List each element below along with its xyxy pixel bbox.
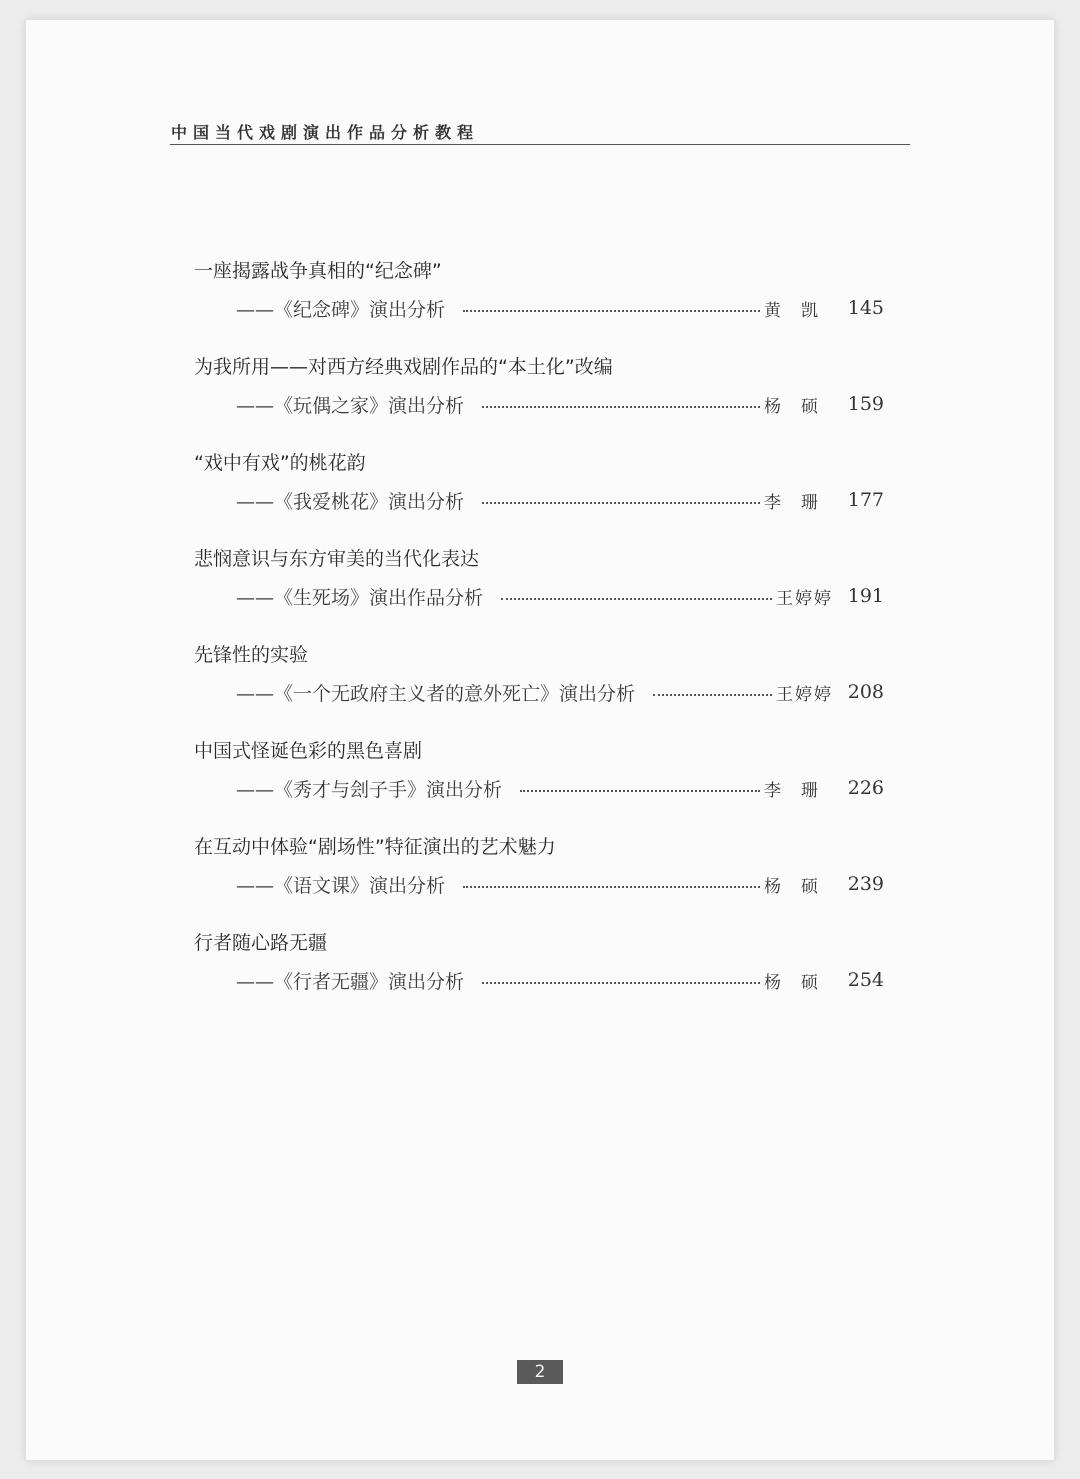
toc-entry-page: 208 (847, 681, 884, 703)
dot-leader (482, 406, 760, 408)
toc-entry-subtitle: ——《生死场》演出作品分析 (236, 586, 484, 609)
page-number-badge: 2 (517, 1360, 563, 1384)
toc-entry-subtitle: ——《一个无政府主义者的意外死亡》演出分析 (236, 682, 636, 705)
toc-entry-subtitle: ——《纪念碑》演出分析 (236, 298, 446, 321)
toc-entry-title: 悲悯意识与东方审美的当代化表达 (194, 548, 480, 570)
toc-entry-line (236, 391, 884, 417)
toc-entry-line (236, 583, 884, 609)
toc-entry (194, 352, 884, 448)
toc-entry (194, 640, 884, 736)
toc-entry-author: 李珊 (764, 492, 838, 513)
toc-entry-title: 为我所用——对西方经典戏剧作品的“本土化”改编 (194, 356, 613, 378)
toc-entry-title: 行者随心路无疆 (194, 932, 328, 954)
toc-entry-page: 159 (847, 393, 884, 415)
toc-entry-subtitle: ——《语文课》演出分析 (236, 874, 446, 897)
toc-entry (194, 448, 884, 544)
toc-entry-subtitle: ——《玩偶之家》演出分析 (236, 394, 465, 417)
toc-entry-title: 一座揭露战争真相的“纪念碑” (194, 260, 442, 282)
toc-entry-page: 145 (847, 297, 884, 319)
toc-entry-title: 先锋性的实验 (194, 644, 309, 666)
toc-entry-page: 226 (847, 777, 884, 799)
toc-entry-subtitle: ——《我爱桃花》演出分析 (236, 490, 465, 513)
toc-entry-title: 在互动中体验“剧场性”特征演出的艺术魅力 (194, 836, 556, 858)
toc-entry-author: 杨硕 (764, 876, 838, 897)
dot-leader (501, 598, 772, 600)
toc-entry-page: 191 (847, 585, 884, 607)
toc-entry (194, 928, 884, 1024)
dot-leader (482, 502, 760, 504)
toc-entry (194, 544, 884, 640)
toc-entry (194, 256, 884, 352)
dot-leader (482, 982, 760, 984)
toc-entry-line (236, 487, 884, 513)
toc-entry-line (236, 967, 884, 993)
dot-leader (520, 790, 760, 792)
running-header: 中国当代戏剧演出作品分析教程 (171, 123, 480, 142)
toc-entry-line (236, 775, 884, 801)
dot-leader (653, 694, 772, 696)
toc-entry-author: 王婷婷 (776, 684, 833, 705)
toc-entry-page: 254 (847, 969, 884, 991)
document-page (26, 20, 1054, 1460)
toc-entry-line (236, 295, 884, 321)
toc-entry-subtitle: ——《行者无疆》演出分析 (236, 970, 465, 993)
toc-entry-page: 177 (847, 489, 884, 511)
table-of-contents (194, 256, 884, 1024)
toc-entry (194, 832, 884, 928)
dot-leader (463, 310, 760, 312)
dot-leader (463, 886, 760, 888)
toc-entry-title: “戏中有戏”的桃花韵 (194, 452, 366, 474)
toc-entry-line (236, 679, 884, 705)
toc-entry-subtitle: ——《秀才与刽子手》演出分析 (236, 778, 503, 801)
toc-entry-author: 王婷婷 (776, 588, 833, 609)
toc-entry-line (236, 871, 884, 897)
header-rule (170, 144, 910, 145)
toc-entry-author: 杨硕 (764, 972, 838, 993)
toc-entry-author: 黄凯 (764, 300, 838, 321)
toc-entry-page: 239 (847, 873, 884, 895)
toc-entry-author: 李珊 (764, 780, 838, 801)
toc-entry-author: 杨硕 (764, 396, 838, 417)
toc-entry (194, 736, 884, 832)
toc-entry-title: 中国式怪诞色彩的黑色喜剧 (194, 740, 423, 762)
